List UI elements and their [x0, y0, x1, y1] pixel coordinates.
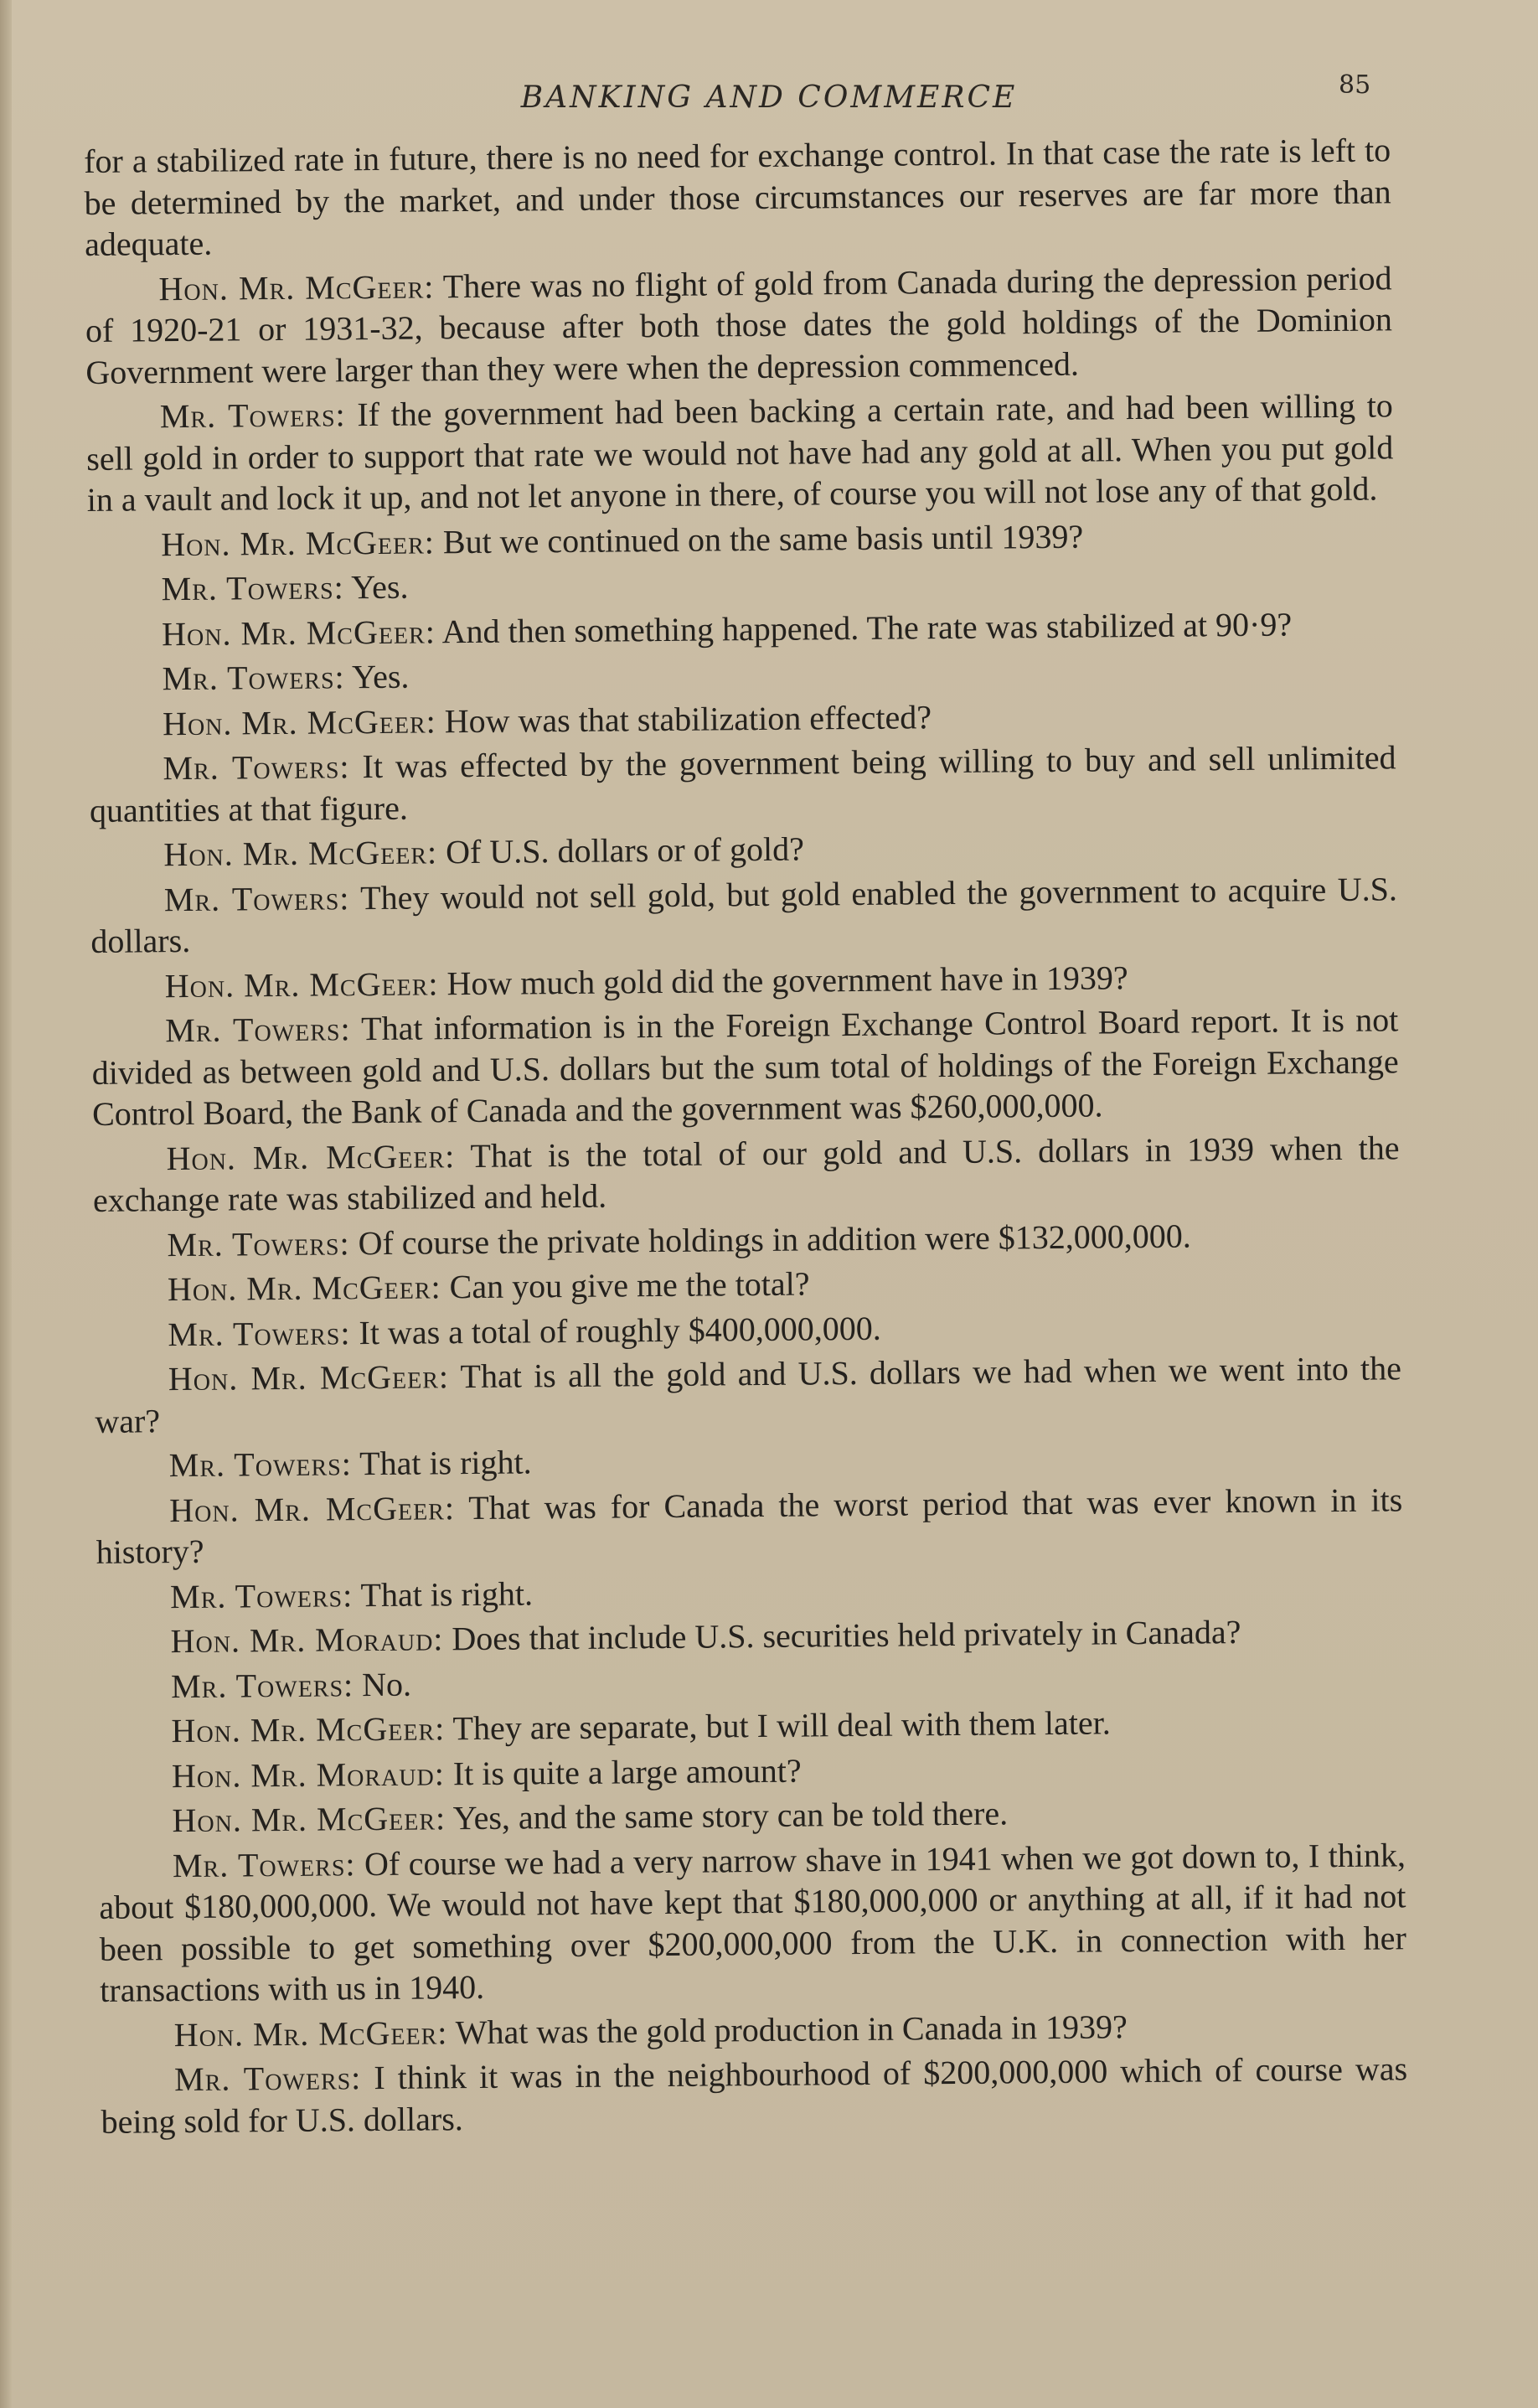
- running-header: BANKING AND COMMERCE: [520, 80, 1018, 115]
- speaker-name: Mr. Towers:: [169, 1575, 354, 1615]
- speaker-name: Hon. Mr. McGeer:: [162, 701, 436, 742]
- speaker-name: Hon. Mr. McGeer:: [172, 1799, 446, 1840]
- paragraph: [85, 257, 1392, 393]
- paragraph-text: Of course we had a very narrow shave in 1941 when we got down to, I think, about $180,000,000. We would not have kept that $180,000,000 or anything at all, if it had not been possible to get something over $200,000,000 from the U.K. in connection with her transactions with us in 1940.: [99, 1835, 1406, 2009]
- speaker-name: Hon. Mr. Moraud:: [171, 1754, 446, 1795]
- paragraph-text: Yes.: [351, 657, 410, 696]
- paragraph-text: Of course the private holdings in addition were $132,000,000.: [358, 1217, 1191, 1262]
- paragraph: [87, 513, 1394, 566]
- paragraph-text: That is the total of our gold and U.S. dollars in 1939 when the exchange rate was stabilized and held.: [92, 1128, 1400, 1219]
- paragraph-text: They are separate, but I will deal with them later.: [452, 1703, 1111, 1748]
- paragraph: [91, 999, 1399, 1134]
- paragraph-text: It is quite a large amount?: [452, 1751, 802, 1792]
- paragraph: [88, 647, 1395, 700]
- speaker-name: Mr. Towers:: [165, 1010, 351, 1050]
- speaker-name: Hon. Mr. McGeer:: [161, 612, 436, 653]
- paragraph: [95, 1434, 1402, 1486]
- paragraph-text: That was for Canada the worst period that was ever known in its history?: [95, 1480, 1403, 1571]
- speaker-name: Hon. Mr. McGeer:: [167, 1268, 441, 1309]
- paragraph-text: But we continued on the same basis until 1939?: [442, 517, 1084, 561]
- paragraph: [88, 602, 1395, 655]
- paragraph-text: They would not sell gold, but gold enabled the government to acquire U.S. dollars.: [90, 869, 1398, 960]
- speaker-name: Mr. Towers:: [172, 1844, 356, 1884]
- paragraph: [98, 1789, 1405, 1842]
- paragraph-text: That is right.: [360, 1573, 534, 1614]
- paragraph: [94, 1258, 1401, 1310]
- paragraph-text: Of U.S. dollars or of gold?: [445, 829, 805, 871]
- paragraph-text: How was that stabilization effected?: [444, 697, 932, 740]
- speaker-name: Hon. Mr. McGeer:: [171, 1709, 446, 1750]
- speaker-name: Hon. Mr. Moraud:: [170, 1620, 444, 1661]
- paragraph: [89, 736, 1396, 831]
- paragraph-text: Does that include U.S. securities held privately in Canada?: [452, 1613, 1241, 1658]
- paragraph: [95, 1479, 1403, 1573]
- paragraph: [90, 823, 1396, 876]
- paragraph: [87, 557, 1394, 610]
- paragraph: [97, 1655, 1404, 1708]
- paragraph-text: It was effected by the government being willing to buy and sell unlimited quantities at that figure.: [89, 738, 1396, 829]
- paragraph: [84, 129, 1391, 265]
- speaker-name: Hon. Mr. McGeer:: [166, 1136, 456, 1177]
- speaker-name: Hon. Mr. McGeer:: [158, 266, 435, 307]
- paragraph: [96, 1565, 1403, 1618]
- paragraph: [93, 1213, 1400, 1266]
- paragraph-text: Yes, and the same story can be told there.: [452, 1794, 1009, 1837]
- paragraph-text: That is right.: [359, 1443, 532, 1483]
- speaker-name: Mr. Towers:: [168, 1444, 353, 1485]
- paragraph: [90, 868, 1398, 963]
- speaker-name: Hon. Mr. McGeer:: [173, 2013, 448, 2054]
- paragraph: [97, 1699, 1404, 1752]
- paragraph-text: for a stabilized rate in future, there is no need for exchange control. In that case the rate is left to be determined by the market, and under those circumstances our reserves are far more than adequate.: [84, 131, 1391, 263]
- paragraph: [101, 2003, 1407, 2056]
- speaker-name: Hon. Mr. McGeer:: [169, 1488, 456, 1529]
- speaker-name: Mr. Towers:: [170, 1665, 354, 1705]
- paragraph-text: It was a total of roughly $400,000,000.: [359, 1309, 881, 1351]
- paragraph: [98, 1744, 1405, 1797]
- paragraph-text: What was the gold production in Canada in 1939?: [455, 2007, 1128, 2051]
- paragraph: [91, 954, 1398, 1007]
- speaker-name: Hon. Mr. McGeer:: [168, 1357, 450, 1398]
- speaker-name: Mr. Towers:: [163, 878, 350, 918]
- page-number: 85: [1339, 70, 1371, 100]
- paragraph-text: Can you give me the total?: [449, 1264, 810, 1306]
- speaker-name: Mr. Towers:: [167, 1223, 350, 1263]
- paragraph: [99, 1834, 1407, 2012]
- speaker-name: Hon. Mr. McGeer:: [164, 964, 439, 1005]
- paragraph: [86, 385, 1394, 520]
- speaker-name: Mr. Towers:: [163, 747, 350, 788]
- paragraph: [96, 1610, 1403, 1662]
- speaker-name: Hon. Mr. McGeer:: [163, 833, 438, 874]
- paragraph: [92, 1127, 1400, 1222]
- paragraph-text: Yes.: [351, 567, 409, 607]
- speaker-name: Mr. Towers:: [173, 2059, 362, 2099]
- speaker-name: Mr. Towers:: [162, 658, 345, 698]
- paragraph-text: How much gold did the government have in 1939?: [446, 958, 1128, 1002]
- paragraph-text: No.: [361, 1665, 412, 1703]
- paragraph-text: I think it was in the neighbourhood of $200,000,000 which of course was being sold for U.S. dollars.: [101, 2049, 1408, 2141]
- speaker-name: Mr. Towers:: [161, 568, 344, 608]
- body-text: [84, 129, 1408, 2146]
- paragraph: [94, 1303, 1401, 1356]
- page-edge-shadow: [0, 0, 12, 2408]
- paragraph-text: That is all the gold and U.S. dollars we had when we went into the war?: [95, 1349, 1402, 1440]
- paragraph-text: And then something happened. The rate was stabilized at 90·9?: [441, 604, 1293, 650]
- paragraph-text: There was no flight of gold from Canada during the depression period of 1920-21 or 1931-32, because after both those dates the gold holdings of the Dominion Government were larger than they were when the depression commenced.: [85, 258, 1393, 391]
- speaker-name: Mr. Towers:: [159, 395, 346, 436]
- paragraph: [89, 692, 1396, 745]
- paragraph-text: That information is in the Foreign Exchange Control Board report. It is not divided as between gold and U.S. dollars but the sum total of holdings of the Foreign Exchange Control Board, the Bank of Canada and the government was $260,000,000.: [91, 1000, 1399, 1133]
- speaker-name: Hon. Mr. McGeer:: [161, 522, 436, 563]
- speaker-name: Mr. Towers:: [168, 1313, 351, 1353]
- paragraph-text: If the government had been backing a certain rate, and had been willing to sell gold in order to support that rate we would not have had any gold at all. When you put gold in a vault and lock it up, and not let anyone in there, of course you will not lose any of that gold.: [86, 386, 1394, 519]
- paragraph: [95, 1347, 1402, 1442]
- paragraph: [101, 2048, 1408, 2142]
